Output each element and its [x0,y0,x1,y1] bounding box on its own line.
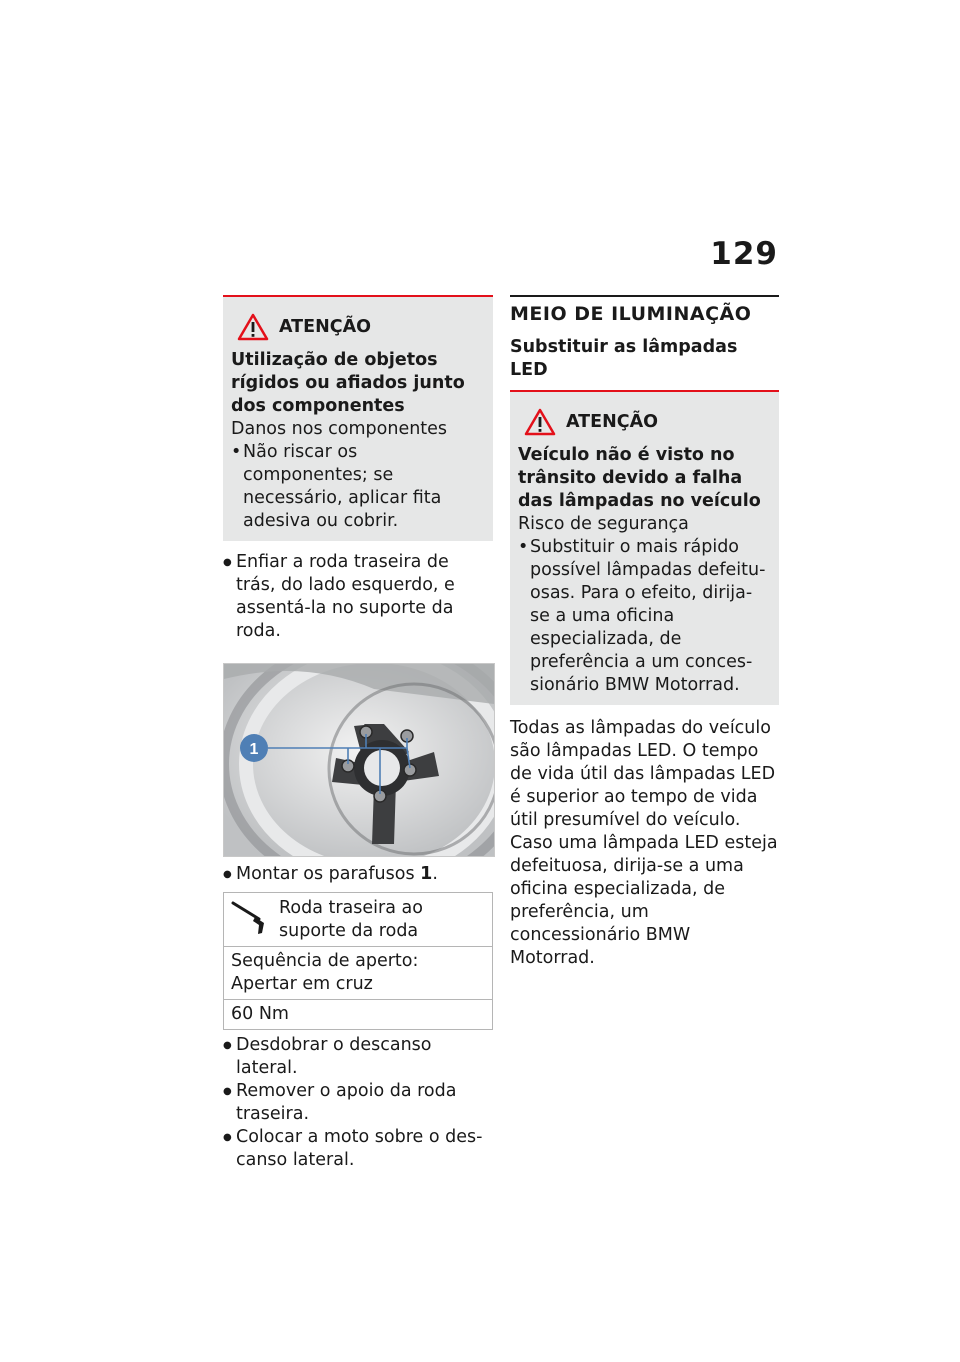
section-title: MEIO DE ILUMINAÇÃO [510,295,779,326]
callout-label: 1 [249,741,259,758]
step-item: ● Enfiar a roda traseira de trás, do lado esquerdo, e assentá-la no suporte da roda. [223,551,493,643]
warning-bullets [231,441,483,533]
torque-title: Roda traseira ao suporte da roda [279,898,423,941]
warning-subtitle: Utilização de objetos rígidos ou afiados junto dos componentes [231,350,465,416]
wheel-hub-illustration [223,663,495,857]
torque-value: 60 Nm [224,999,492,1029]
warning-header [231,313,483,341]
step-item: ● Colocar a moto sobre o descanso lateral. [223,1126,493,1172]
warning-bullets [518,536,769,697]
warning-subtitle: Veículo não é visto no trânsito devido a falha das lâmpadas no veículo [518,445,761,511]
warning-bullet: • Não riscar os componentes; se necessário, aplicar fita adesiva ou cobrir. [231,441,483,533]
torque-table [223,892,493,1030]
warning-box-left [223,295,493,541]
torque-row-title [224,893,492,946]
warning-box-right [510,390,779,705]
warning-title: ATENÇÃO [566,411,658,432]
page-number: 129 [710,236,778,272]
step-ref: 1 [420,864,433,884]
torque-wrench-icon [229,897,271,937]
step-item: ● Desdobrar o descanso lateral. [223,1034,493,1080]
step-list [223,551,493,643]
body-paragraph: Todas as lâmpadas do veículo são lâmpadas LED. O tempo de vida útil das lâmpadas LED é superior ao tempo de vida útil presumível do veículo. Caso uma lâmpada LED esteja defeituosa, dirija-se a uma oficina especializada, de preferência, um concessionário BMW Motorrad. [510,718,778,968]
step-item: ● Remover o apoio da roda traseira. [223,1080,493,1126]
step-suffix: . [432,864,438,884]
step-text: Montar os parafusos [236,864,421,884]
step-item-mount [223,863,493,886]
warning-description: Risco de segurança [518,514,689,534]
warning-triangle-icon [237,313,269,341]
warning-title: ATENÇÃO [279,316,371,337]
wheel-hub-drawing [224,664,494,856]
subsection-title: Substituir as lâmpadas LED [510,337,738,380]
left-column [223,295,493,1172]
warning-description: Danos nos componentes [231,419,448,439]
warning-header [518,408,769,436]
step-list-mount [223,863,493,886]
torque-sequence: Sequência de aperto: Apertar em cruz [224,946,492,999]
right-column [510,295,779,970]
warning-bullet: • Substituir o mais rápido possível lâmpadas defeituosas. Para o efeito, dirija-se a uma oficina especializada, de preferência a um concessionário BMW Motorrad. [518,536,769,697]
warning-triangle-icon [524,408,556,436]
step-list-final [223,1034,493,1172]
